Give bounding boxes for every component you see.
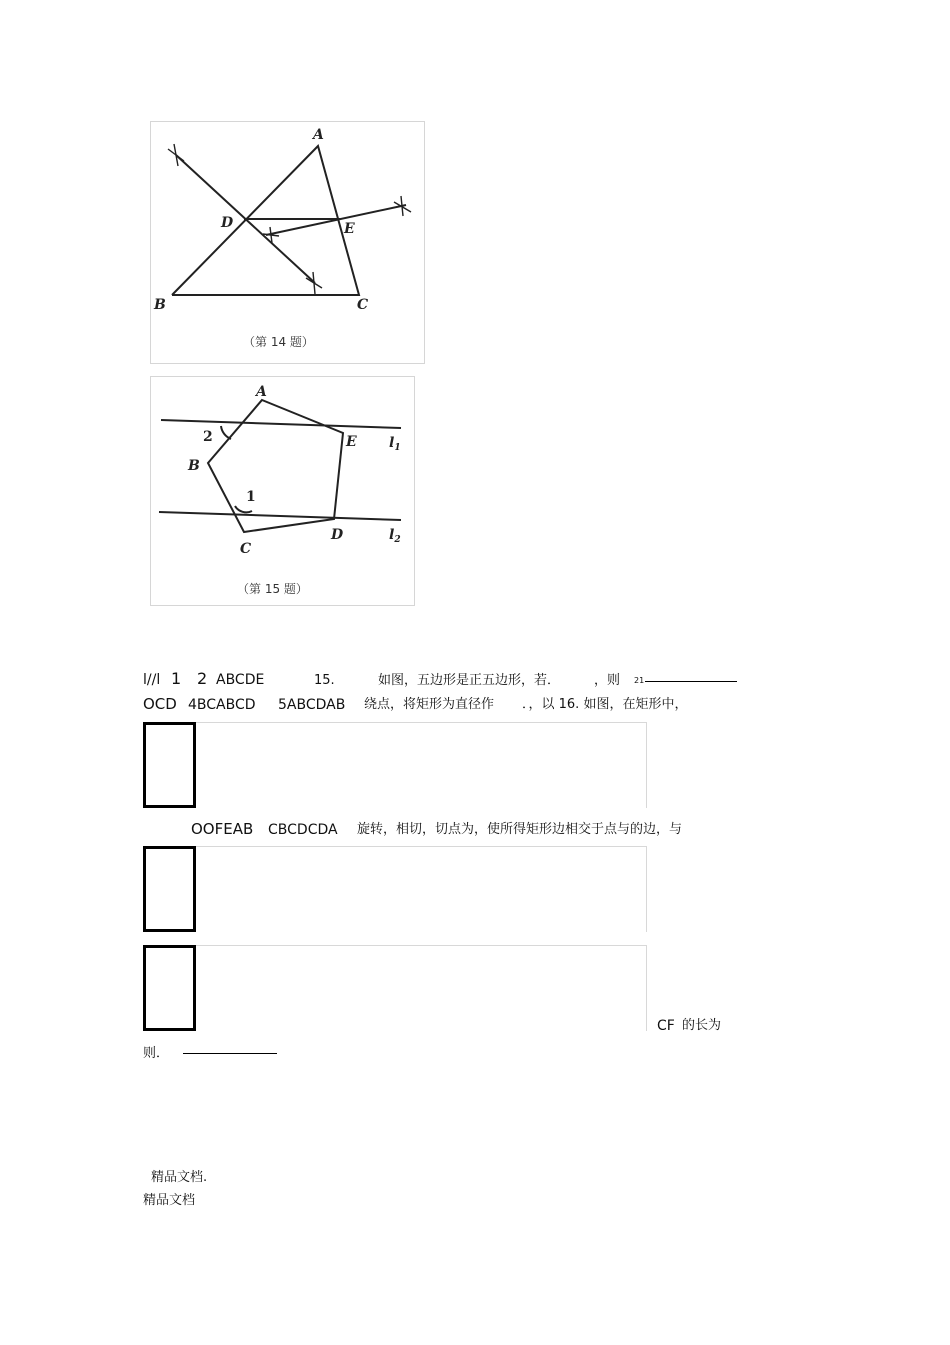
- text-angle-2: 2: [197, 669, 208, 688]
- figure-15-caption: （第 15 题）: [237, 582, 308, 596]
- figure-15-label-B: B: [188, 458, 200, 474]
- figure-14-label-B: B: [154, 297, 166, 313]
- text-q15-mark: 21: [634, 676, 645, 685]
- text-q16-part2: ．，以 16. 如图，在矩形中，: [522, 697, 688, 712]
- rectangle-figure-1: [143, 722, 196, 808]
- figure-14: [150, 121, 425, 364]
- text-abcde: ABCDE: [216, 672, 265, 688]
- text-cbcdcda: CBCDCDA: [268, 822, 338, 838]
- answer-blank-q15: [645, 681, 737, 682]
- footer-watermark-2: 精品文档: [143, 1193, 196, 1208]
- text-q16-part3: 旋转，相切，切点为，使所得矩形边相交于点与的边，与: [357, 822, 683, 837]
- rectangle-figure-3: [143, 945, 196, 1031]
- figure-14-label-A: A: [313, 127, 324, 143]
- figure-14-label-C: C: [357, 297, 369, 313]
- figure-14-label-D: D: [221, 215, 234, 231]
- text-then: 则．: [143, 1046, 170, 1061]
- figure-15: [150, 376, 415, 606]
- figure-15-diagram: [151, 377, 414, 605]
- figure-14-caption: （第 14 题）: [243, 335, 314, 349]
- answer-blank-q16: [183, 1053, 277, 1054]
- image-frame-2: [195, 846, 647, 932]
- text-oofeab: OOFEAB: [191, 820, 254, 838]
- text-q16-part1: 绕点，将矩形为直径作: [364, 697, 495, 712]
- figure-14-diagram: [151, 122, 424, 363]
- figure-15-label-D: D: [331, 527, 344, 543]
- text-parallel: l//l: [143, 672, 161, 688]
- text-ocd: OCD: [143, 695, 177, 713]
- text-5abcdab: 5ABCDAB: [278, 697, 346, 713]
- image-frame-1: [195, 722, 647, 808]
- figure-14-label-E: E: [344, 221, 355, 237]
- figure-15-label-A: A: [256, 384, 267, 400]
- figure-15-label-C: C: [240, 541, 252, 557]
- text-q15-number: 15.: [314, 673, 335, 688]
- figure-15-angle-1: 1: [246, 489, 256, 505]
- footer-watermark-1: 精品文档.: [151, 1170, 208, 1185]
- figure-15-line-l2: $l_2$: [389, 527, 401, 545]
- figure-15-label-E: E: [346, 434, 357, 450]
- text-angle-1: 1: [171, 669, 182, 688]
- figure-15-line-l1: $l_1$: [389, 435, 401, 453]
- image-frame-3: [195, 945, 647, 1031]
- text-cf: CF: [657, 1018, 675, 1034]
- text-q15-stem: 如图，五边形是正五边形，若．: [378, 673, 561, 688]
- text-length-of: 的长为: [682, 1018, 722, 1033]
- text-q15-then: ，则: [594, 673, 621, 688]
- text-4bcabcd: 4BCABCD: [188, 697, 256, 713]
- figure-15-angle-2: 2: [203, 429, 213, 445]
- rectangle-figure-2: [143, 846, 196, 932]
